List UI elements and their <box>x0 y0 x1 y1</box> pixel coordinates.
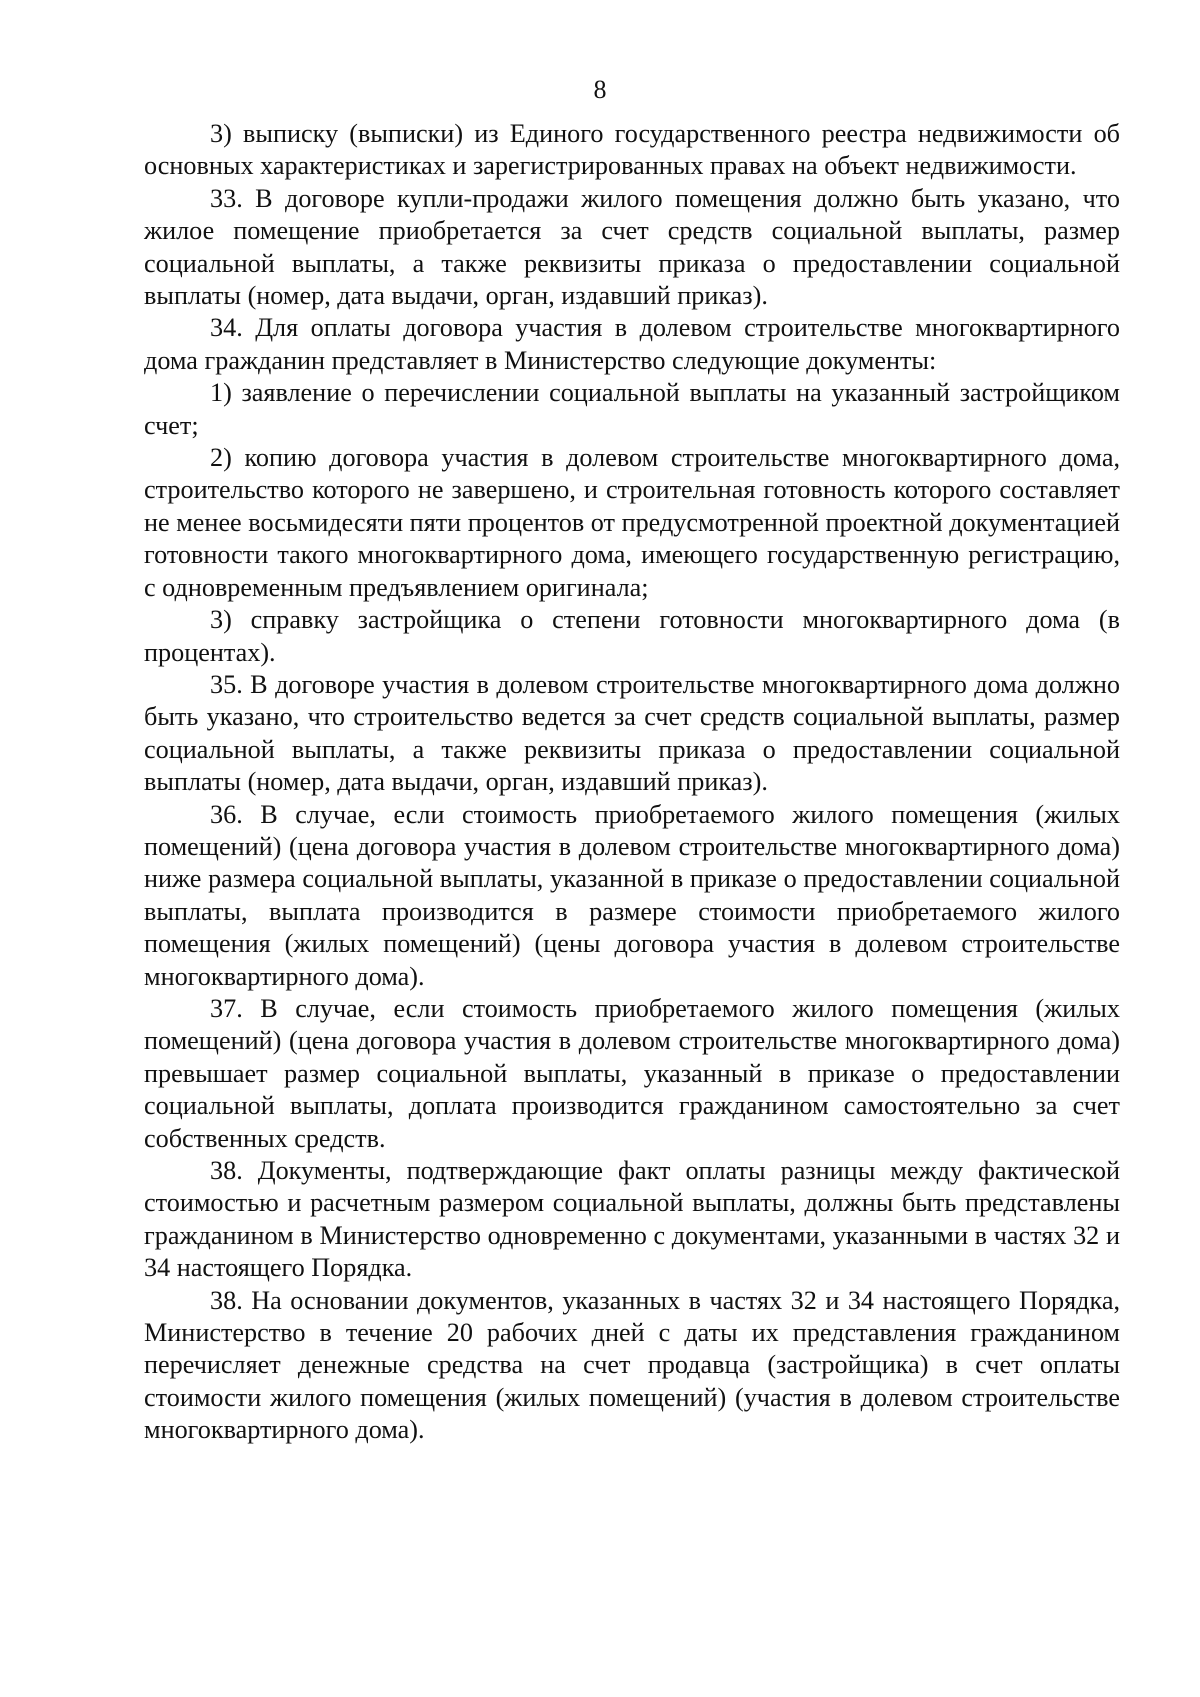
paragraph-item-3-extract: 3) выписку (выписки) из Единого государственного реестра недвижимости об основных характеристиках и зарегистрированных правах на объект недвижимости. <box>144 119 1120 181</box>
paragraph-34-item-2: 2) копию договора участия в долевом строительстве многоквартирного дома, строительство которого не завершено, и строительная готовность которого составляет не менее восьмидесяти пяти процентов от предусмотренной проектной документацией готовности такого многоквартирного дома, имеющего государственную регистрацию, с одновременным предъявлением оригинала; <box>144 443 1120 602</box>
paragraph-38-documents: 38. Документы, подтверждающие факт оплаты разницы между фактической стоимостью и расчетным размером социальной выплаты, должны быть представлены гражданином в Министерство одновременно с документами, указанными в частях 32 и 34 настоящего Порядка. <box>144 1156 1120 1283</box>
paragraph-34-item-3: 3) справку застройщика о степени готовности многоквартирного дома (в процентах). <box>144 605 1120 667</box>
paragraph-34: 34. Для оплаты договора участия в долевом строительстве многоквартирного дома гражданин представляет в Министерство следующие документы: <box>144 313 1120 375</box>
page-number: 8 <box>593 75 607 104</box>
paragraph-34-item-1: 1) заявление о перечислении социальной выплаты на указанный застройщиком счет; <box>144 378 1120 440</box>
paragraph-37: 37. В случае, если стоимость приобретаемого жилого помещения (жилых помещений) (цена договора участия в долевом строительстве многоквартирного дома) превышает размер социальной выплаты, указанный в приказе о предоставлении социальной выплаты, доплата производится гражданином самостоятельно за счет собственных средств. <box>144 993 1120 1153</box>
document-body <box>144 118 1120 1447</box>
paragraph-33: 33. В договоре купли-продажи жилого помещения должно быть указано, что жилое помещение приобретается за счет средств социальной выплаты, размер социальной выплаты, а также реквизиты приказа о предоставлении социальной выплаты (номер, дата выдачи, орган, издавший приказ). <box>144 183 1120 311</box>
paragraph-35: 35. В договоре участия в долевом строительстве многоквартирного дома должно быть указано, что строительство ведется за счет средств социальной выплаты, размер социальной выплаты, а также реквизиты приказа о предоставлении социальной выплаты (номер, дата выдачи, орган, издавший приказ). <box>144 669 1120 797</box>
paragraph-38-transfer: 38. На основании документов, указанных в частях 32 и 34 настоящего Порядка, Министерство в течение 20 рабочих дней с даты их представления гражданином перечисляет денежные средства на счет продавца (застройщика) в счет оплаты стоимости жилого помещения (жилых помещений) (участия в долевом строительстве многоквартирного дома). <box>144 1285 1120 1445</box>
paragraph-36: 36. В случае, если стоимость приобретаемого жилого помещения (жилых помещений) (цена договора участия в долевом строительстве многоквартирного дома) ниже размера социальной выплаты, указанной в приказе о предоставлении социальной выплаты, выплата производится в размере стоимости приобретаемого жилого помещения (жилых помещений) (цены договора участия в долевом строительстве многоквартирного дома). <box>144 799 1120 991</box>
